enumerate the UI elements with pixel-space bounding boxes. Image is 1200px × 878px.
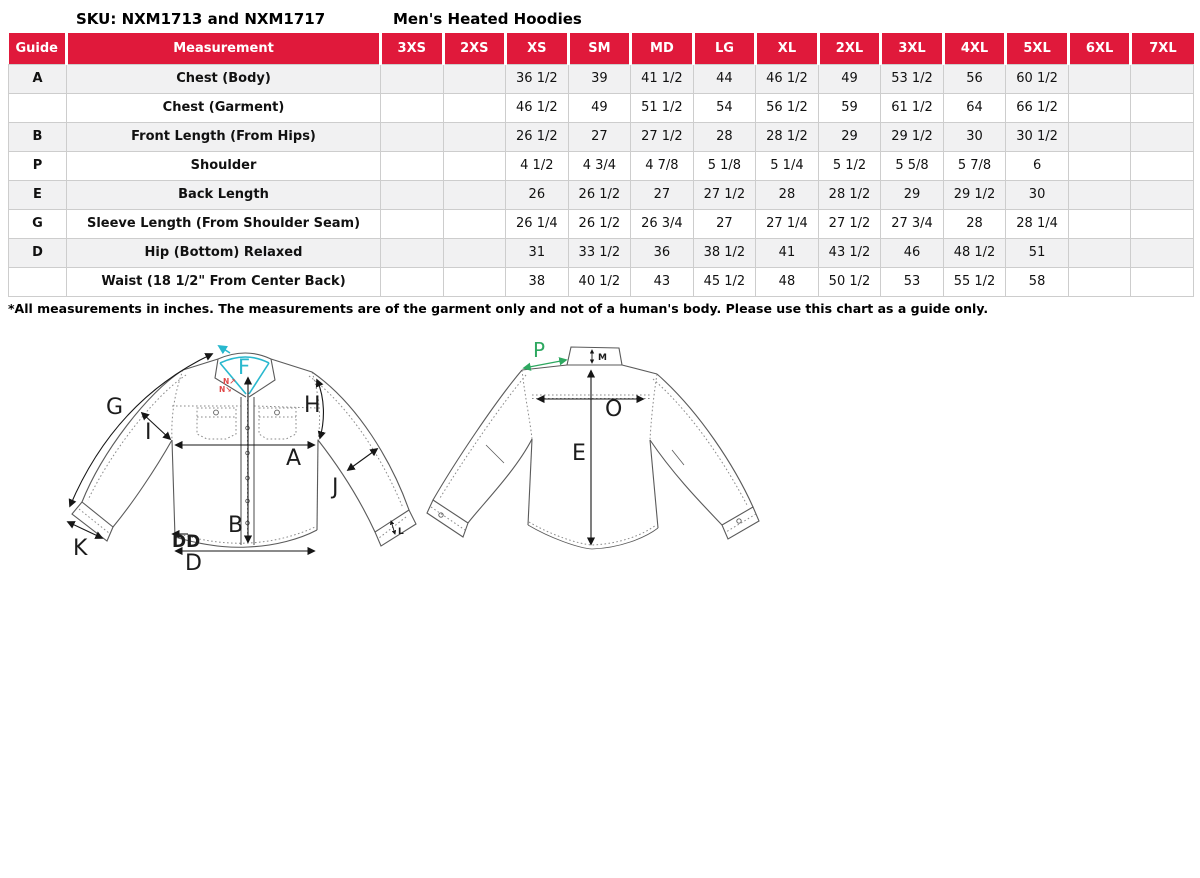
size-value-cell: 30 1/2 [1006, 122, 1069, 151]
size-value-cell: 5 1/8 [693, 151, 756, 180]
size-value-cell: 61 1/2 [881, 93, 944, 122]
size-value-cell: 43 [631, 267, 694, 296]
size-value-cell: 44 [693, 64, 756, 93]
size-value-cell: 51 1/2 [631, 93, 694, 122]
size-value-cell [1068, 267, 1131, 296]
size-value-cell: 39 [568, 64, 631, 93]
column-header-5xl: 5XL [1006, 33, 1069, 64]
size-value-cell: 5 1/2 [818, 151, 881, 180]
measurement-cell: Hip (Bottom) Relaxed [67, 238, 381, 267]
size-value-cell [1068, 180, 1131, 209]
column-header-2xl: 2XL [818, 33, 881, 64]
measurement-cell: Back Length [67, 180, 381, 209]
size-value-cell [1131, 209, 1194, 238]
size-value-cell [1068, 238, 1131, 267]
size-value-cell: 28 [943, 209, 1006, 238]
right-chest-pocket [259, 408, 296, 439]
size-value-cell: 26 1/2 [568, 209, 631, 238]
garment-diagram-area [0, 338, 1200, 652]
size-value-cell: 30 [943, 122, 1006, 151]
front-label-I: I [145, 420, 152, 445]
table-row [9, 93, 1194, 122]
size-value-cell [1068, 122, 1131, 151]
size-value-cell [1131, 180, 1194, 209]
size-value-cell [381, 93, 444, 122]
left-chest-pocket [197, 408, 236, 439]
size-value-cell: 27 [568, 122, 631, 151]
column-header-lg: LG [693, 33, 756, 64]
size-value-cell: 49 [568, 93, 631, 122]
measurement-cell: Chest (Body) [67, 64, 381, 93]
size-value-cell: 27 1/2 [693, 180, 756, 209]
column-header-measurement: Measurement [67, 33, 381, 64]
size-value-cell: 36 [631, 238, 694, 267]
back-shirt-outline [427, 347, 759, 549]
size-value-cell: 60 1/2 [1006, 64, 1069, 93]
size-value-cell: 26 [506, 180, 569, 209]
size-value-cell: 56 [943, 64, 1006, 93]
table-row [9, 267, 1194, 296]
size-value-cell [1131, 64, 1194, 93]
size-value-cell [443, 209, 506, 238]
size-value-cell [443, 93, 506, 122]
size-value-cell: 59 [818, 93, 881, 122]
front-view-diagram [60, 342, 430, 582]
size-value-cell [443, 180, 506, 209]
front-label-N-lower: N↘ [219, 385, 232, 394]
size-value-cell: 28 [693, 122, 756, 151]
size-value-cell: 26 3/4 [631, 209, 694, 238]
front-label-H: H [304, 393, 321, 418]
size-value-cell: 33 1/2 [568, 238, 631, 267]
size-value-cell: 41 [756, 238, 819, 267]
front-label-A: A [286, 446, 302, 471]
size-value-cell: 27 1/4 [756, 209, 819, 238]
guide-cell [9, 267, 67, 296]
size-value-cell [1068, 64, 1131, 93]
column-header-3xs: 3XS [381, 33, 444, 64]
size-value-cell: 43 1/2 [818, 238, 881, 267]
sku-title: SKU: NXM1713 and NXM1717 [76, 10, 326, 28]
size-chart-body [9, 64, 1194, 296]
size-value-cell: 4 7/8 [631, 151, 694, 180]
column-header-sm: SM [568, 33, 631, 64]
front-label-L: L [398, 527, 404, 537]
front-shirt-outline [72, 353, 416, 547]
size-value-cell: 55 1/2 [943, 267, 1006, 296]
size-value-cell: 49 [818, 64, 881, 93]
front-label-K: K [73, 536, 88, 561]
column-header-xl: XL [756, 33, 819, 64]
product-title: Men's Heated Hoodies [393, 10, 582, 28]
size-value-cell: 5 1/4 [756, 151, 819, 180]
back-label-E: E [572, 441, 586, 466]
size-value-cell [443, 238, 506, 267]
back-label-P: P [533, 338, 546, 362]
size-value-cell: 29 1/2 [943, 180, 1006, 209]
size-value-cell [1131, 267, 1194, 296]
size-value-cell [1068, 151, 1131, 180]
column-header-md: MD [631, 33, 694, 64]
front-label-D: D [185, 551, 202, 576]
size-value-cell: 28 [756, 180, 819, 209]
size-value-cell: 53 [881, 267, 944, 296]
measurement-cell: Chest (Garment) [67, 93, 381, 122]
back-label-O: O [605, 397, 623, 422]
size-value-cell [443, 267, 506, 296]
table-row [9, 238, 1194, 267]
size-value-cell: 56 1/2 [756, 93, 819, 122]
size-value-cell: 64 [943, 93, 1006, 122]
size-value-cell: 6 [1006, 151, 1069, 180]
size-value-cell: 48 1/2 [943, 238, 1006, 267]
guide-cell: D [9, 238, 67, 267]
size-value-cell: 38 [506, 267, 569, 296]
size-value-cell: 46 [881, 238, 944, 267]
table-row [9, 151, 1194, 180]
measurement-cell: Front Length (From Hips) [67, 122, 381, 151]
front-label-B: B [228, 513, 244, 538]
size-value-cell: 28 1/2 [818, 180, 881, 209]
column-header-2xs: 2XS [443, 33, 506, 64]
size-value-cell [443, 122, 506, 151]
size-value-cell: 26 1/2 [506, 122, 569, 151]
size-value-cell: 29 [881, 180, 944, 209]
back-view-diagram [420, 338, 780, 567]
table-row [9, 64, 1194, 93]
size-value-cell: 29 1/2 [881, 122, 944, 151]
title-bar [0, 10, 1200, 32]
size-value-cell [1131, 93, 1194, 122]
size-value-cell [381, 64, 444, 93]
size-value-cell: 53 1/2 [881, 64, 944, 93]
size-value-cell: 38 1/2 [693, 238, 756, 267]
size-value-cell: 66 1/2 [1006, 93, 1069, 122]
guide-cell: P [9, 151, 67, 180]
size-value-cell: 27 [631, 180, 694, 209]
size-value-cell [381, 180, 444, 209]
guide-cell: A [9, 64, 67, 93]
size-value-cell [381, 151, 444, 180]
size-value-cell: 4 3/4 [568, 151, 631, 180]
size-value-cell: 30 [1006, 180, 1069, 209]
size-value-cell: 45 1/2 [693, 267, 756, 296]
size-value-cell: 27 1/2 [631, 122, 694, 151]
size-value-cell [1068, 209, 1131, 238]
front-label-F: F [238, 355, 251, 379]
size-value-cell [381, 267, 444, 296]
guide-cell: B [9, 122, 67, 151]
size-chart-table [8, 33, 1194, 297]
size-value-cell [443, 151, 506, 180]
size-value-cell: 50 1/2 [818, 267, 881, 296]
size-value-cell: 27 [693, 209, 756, 238]
column-header-guide: Guide [9, 33, 67, 64]
size-value-cell: 46 1/2 [506, 93, 569, 122]
column-header-7xl: 7XL [1131, 33, 1194, 64]
size-value-cell: 4 1/2 [506, 151, 569, 180]
column-header-6xl: 6XL [1068, 33, 1131, 64]
measurement-cell: Sleeve Length (From Shoulder Seam) [67, 209, 381, 238]
size-value-cell: 46 1/2 [756, 64, 819, 93]
size-value-cell: 29 [818, 122, 881, 151]
measurement-cell: Waist (18 1/2" From Center Back) [67, 267, 381, 296]
guide-cell: E [9, 180, 67, 209]
size-value-cell: 28 1/4 [1006, 209, 1069, 238]
size-value-cell [1131, 122, 1194, 151]
size-chart-header-row [9, 33, 1194, 64]
front-label-N-upper: N↗ [223, 377, 236, 386]
front-label-G: G [106, 395, 124, 420]
size-value-cell: 54 [693, 93, 756, 122]
size-value-cell [1131, 151, 1194, 180]
measurement-cell: Shoulder [67, 151, 381, 180]
size-value-cell: 5 5/8 [881, 151, 944, 180]
size-value-cell [1131, 238, 1194, 267]
size-value-cell [381, 238, 444, 267]
size-value-cell: 31 [506, 238, 569, 267]
size-value-cell: 28 1/2 [756, 122, 819, 151]
size-value-cell [1068, 93, 1131, 122]
size-value-cell: 40 1/2 [568, 267, 631, 296]
size-value-cell [443, 64, 506, 93]
size-value-cell: 41 1/2 [631, 64, 694, 93]
size-value-cell: 26 1/4 [506, 209, 569, 238]
footnote-text: *All measurements in inches. The measurements are of the garment only and not of a human's body. Please use this chart as a guide only. [8, 301, 989, 316]
size-value-cell: 5 7/8 [943, 151, 1006, 180]
size-value-cell: 27 1/2 [818, 209, 881, 238]
size-value-cell: 36 1/2 [506, 64, 569, 93]
column-header-3xl: 3XL [881, 33, 944, 64]
column-header-4xl: 4XL [943, 33, 1006, 64]
back-label-M: M [598, 353, 607, 363]
table-row [9, 209, 1194, 238]
size-value-cell: 26 1/2 [568, 180, 631, 209]
table-row [9, 180, 1194, 209]
size-value-cell [381, 209, 444, 238]
column-header-xs: XS [506, 33, 569, 64]
guide-cell: G [9, 209, 67, 238]
front-label-J: J [332, 475, 339, 500]
size-value-cell [381, 122, 444, 151]
size-value-cell: 48 [756, 267, 819, 296]
size-value-cell: 51 [1006, 238, 1069, 267]
front-label-DD: DD [172, 532, 201, 552]
table-row [9, 122, 1194, 151]
guide-cell [9, 93, 67, 122]
size-value-cell: 58 [1006, 267, 1069, 296]
size-value-cell: 27 3/4 [881, 209, 944, 238]
